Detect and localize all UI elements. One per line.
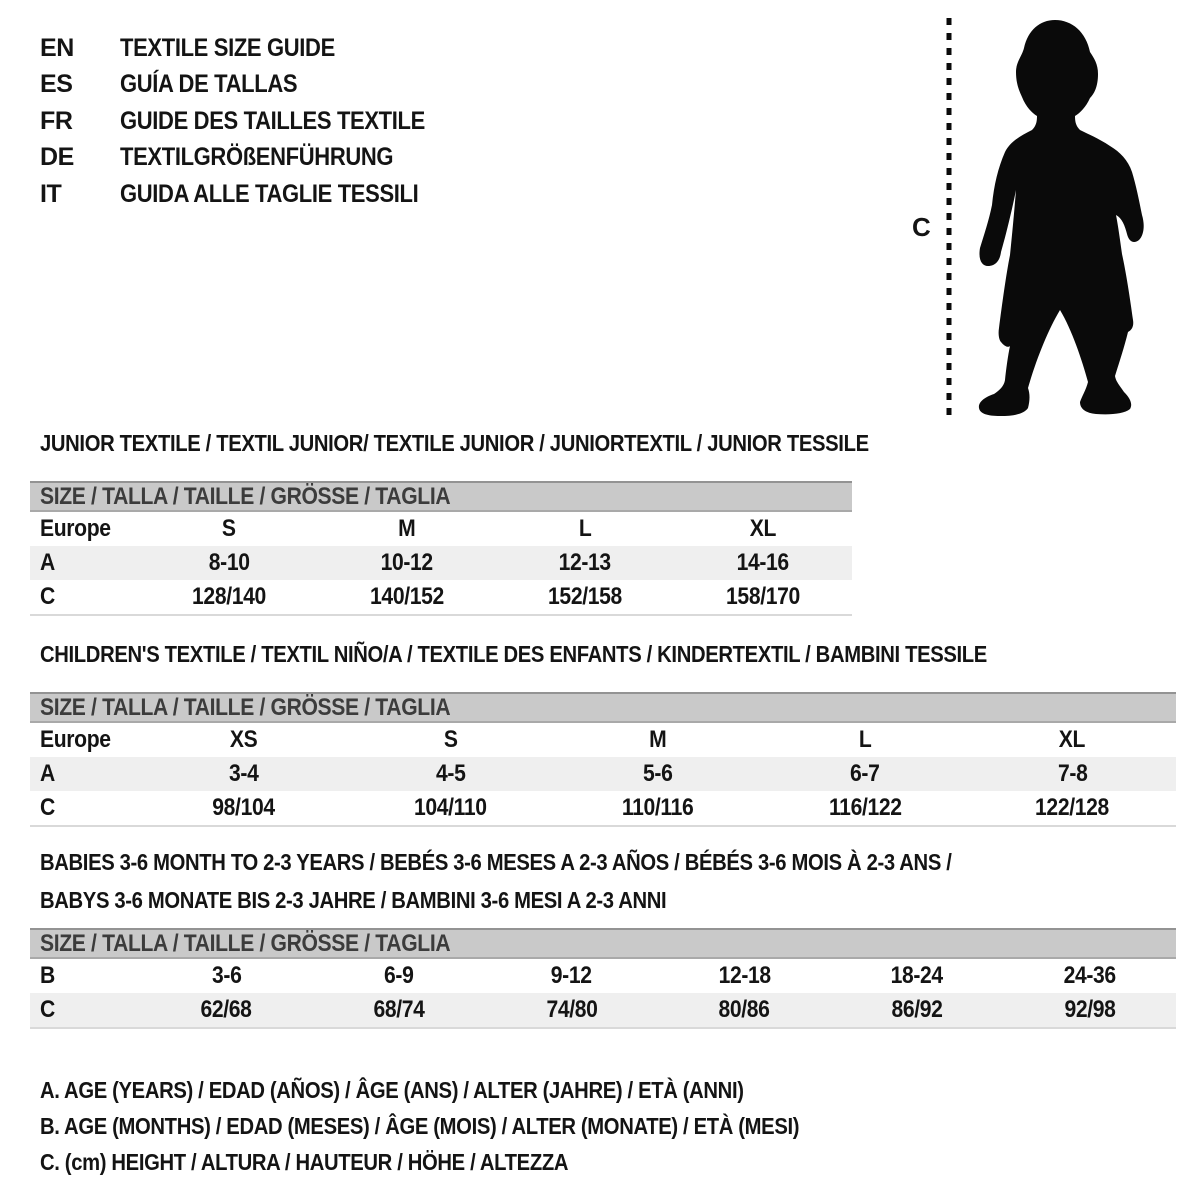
table-cell: 68/74 (373, 996, 425, 1023)
height-measure-label: C (912, 212, 931, 242)
babies-size-table (30, 928, 1176, 1029)
table-cell: 104/110 (414, 794, 488, 821)
language-code: DE (40, 143, 74, 172)
table-cell: S (222, 515, 236, 542)
row-label: B (40, 962, 55, 989)
junior-size-table (30, 481, 852, 616)
table-row-age (30, 757, 1176, 791)
language-title-list (40, 30, 467, 213)
table-cell: 92/98 (1064, 996, 1116, 1023)
table-row-height (30, 993, 1176, 1027)
table-row-sizes (30, 512, 852, 546)
table-row-age (30, 546, 852, 580)
table-cell: 152/158 (548, 583, 622, 610)
table-cell: 14-16 (736, 549, 790, 576)
table-cell: 10-12 (380, 549, 434, 576)
guide-title: TEXTILGRÖßENFÜHRUNG (120, 143, 394, 172)
table-cell: 5-6 (643, 760, 673, 787)
table-cell: 86/92 (891, 996, 943, 1023)
table-cell: 62/68 (200, 996, 252, 1023)
table-cell: 116/122 (828, 794, 902, 821)
row-label: C (40, 583, 55, 610)
row-label: Europe (40, 515, 111, 542)
children-section-title (40, 641, 1116, 668)
junior-section-title (40, 430, 982, 457)
row-label: A (40, 760, 55, 787)
table-cell: 158/170 (726, 583, 800, 610)
guide-title: GUIDE DES TAILLES TEXTILE (120, 106, 425, 135)
language-row (40, 103, 467, 140)
measurement-legend (40, 1072, 903, 1180)
language-row (40, 30, 467, 67)
table-cell: 12-18 (718, 962, 771, 989)
table-cell: 18-24 (890, 962, 944, 989)
table-cell: 12-13 (558, 549, 612, 576)
language-row (40, 67, 467, 104)
table-row-months (30, 959, 1176, 993)
table-cell: XL (749, 515, 777, 542)
children-section-title-text: CHILDREN'S TEXTILE / TEXTIL NIÑO/A / TEXTILE DES ENFANTS / KINDERTEXTIL / BAMBINI TESSILE (40, 641, 987, 667)
table-row-sizes (30, 723, 1176, 757)
table-cell: 8-10 (208, 549, 250, 576)
table-cell: L (578, 515, 592, 542)
row-label: Europe (40, 726, 111, 753)
table-cell: 110/116 (622, 794, 694, 821)
table-cell: 74/80 (546, 996, 598, 1023)
guide-title: TEXTILE SIZE GUIDE (120, 33, 335, 62)
language-code: ES (40, 70, 73, 99)
legend-age-months: B. AGE (MONTHS) / EDAD (MESES) / ÂGE (MOIS) / ALTER (MONATE) / ETÀ (MESI) (40, 1112, 800, 1139)
legend-height: C. (cm) HEIGHT / ALTURA / HAUTEUR / HÖHE / ALTEZZA (40, 1148, 569, 1175)
table-cell: 80/86 (718, 996, 770, 1023)
guide-title: GUÍA DE TALLAS (120, 70, 298, 99)
babies-section-title-line1: BABIES 3-6 MONTH TO 2-3 YEARS / BEBÉS 3-6 MESES A 2-3 AÑOS / BÉBÉS 3-6 MOIS À 2-3 ANS / (40, 849, 952, 875)
table-cell: 128/140 (192, 583, 266, 610)
table-cell: 3-4 (228, 760, 259, 787)
row-label: C (40, 996, 55, 1023)
table-cell: S (443, 726, 458, 753)
language-code: FR (40, 106, 73, 135)
language-row (40, 176, 467, 213)
language-code: EN (40, 33, 74, 62)
table-cell: 3-6 (211, 962, 242, 989)
table-cell: L (858, 726, 872, 753)
size-header-text: SIZE / TALLA / TAILLE / GRÖSSE / TAGLIA (40, 930, 451, 957)
babies-section-title-line2: BABYS 3-6 MONATE BIS 2-3 JAHRE / BAMBINI 3-6 MESI A 2-3 ANNI (40, 887, 667, 913)
size-header-text: SIZE / TALLA / TAILLE / GRÖSSE / TAGLIA (40, 483, 451, 510)
table-cell: 7-8 (1057, 760, 1088, 787)
size-header-bar (30, 481, 852, 512)
junior-section-title-text: JUNIOR TEXTILE / TEXTIL JUNIOR/ TEXTILE JUNIOR / JUNIORTEXTIL / JUNIOR TESSILE (40, 430, 869, 456)
guide-title: GUIDA ALLE TAGLIE TESSILI (120, 179, 419, 208)
table-cell: 4-5 (436, 760, 466, 787)
table-cell: 9-12 (551, 962, 593, 989)
table-cell: 6-9 (384, 962, 414, 989)
table-cell: M (649, 726, 667, 753)
babies-section-title (40, 849, 1076, 914)
table-cell: M (398, 515, 416, 542)
language-row (40, 140, 467, 177)
table-cell: 122/128 (1035, 794, 1110, 821)
language-code: IT (40, 179, 62, 208)
size-header-text: SIZE / TALLA / TAILLE / GRÖSSE / TAGLIA (40, 694, 451, 721)
toddler-silhouette-icon (952, 10, 1152, 425)
table-cell: 140/152 (370, 583, 444, 610)
table-row-height (30, 791, 1176, 825)
row-label: C (40, 794, 55, 821)
row-label: A (40, 549, 55, 576)
table-cell: XS (229, 726, 258, 753)
size-header-bar (30, 692, 1176, 723)
size-header-bar (30, 928, 1176, 959)
table-cell: XL (1059, 726, 1086, 753)
children-size-table (30, 692, 1176, 827)
table-cell: 98/104 (212, 794, 275, 821)
table-row-height (30, 580, 852, 614)
table-cell: 6-7 (850, 760, 880, 787)
legend-age-years: A. AGE (YEARS) / EDAD (AÑOS) / ÂGE (ANS) / ALTER (JAHRE) / ETÀ (ANNI) (40, 1076, 744, 1103)
table-cell: 24-36 (1063, 962, 1116, 989)
